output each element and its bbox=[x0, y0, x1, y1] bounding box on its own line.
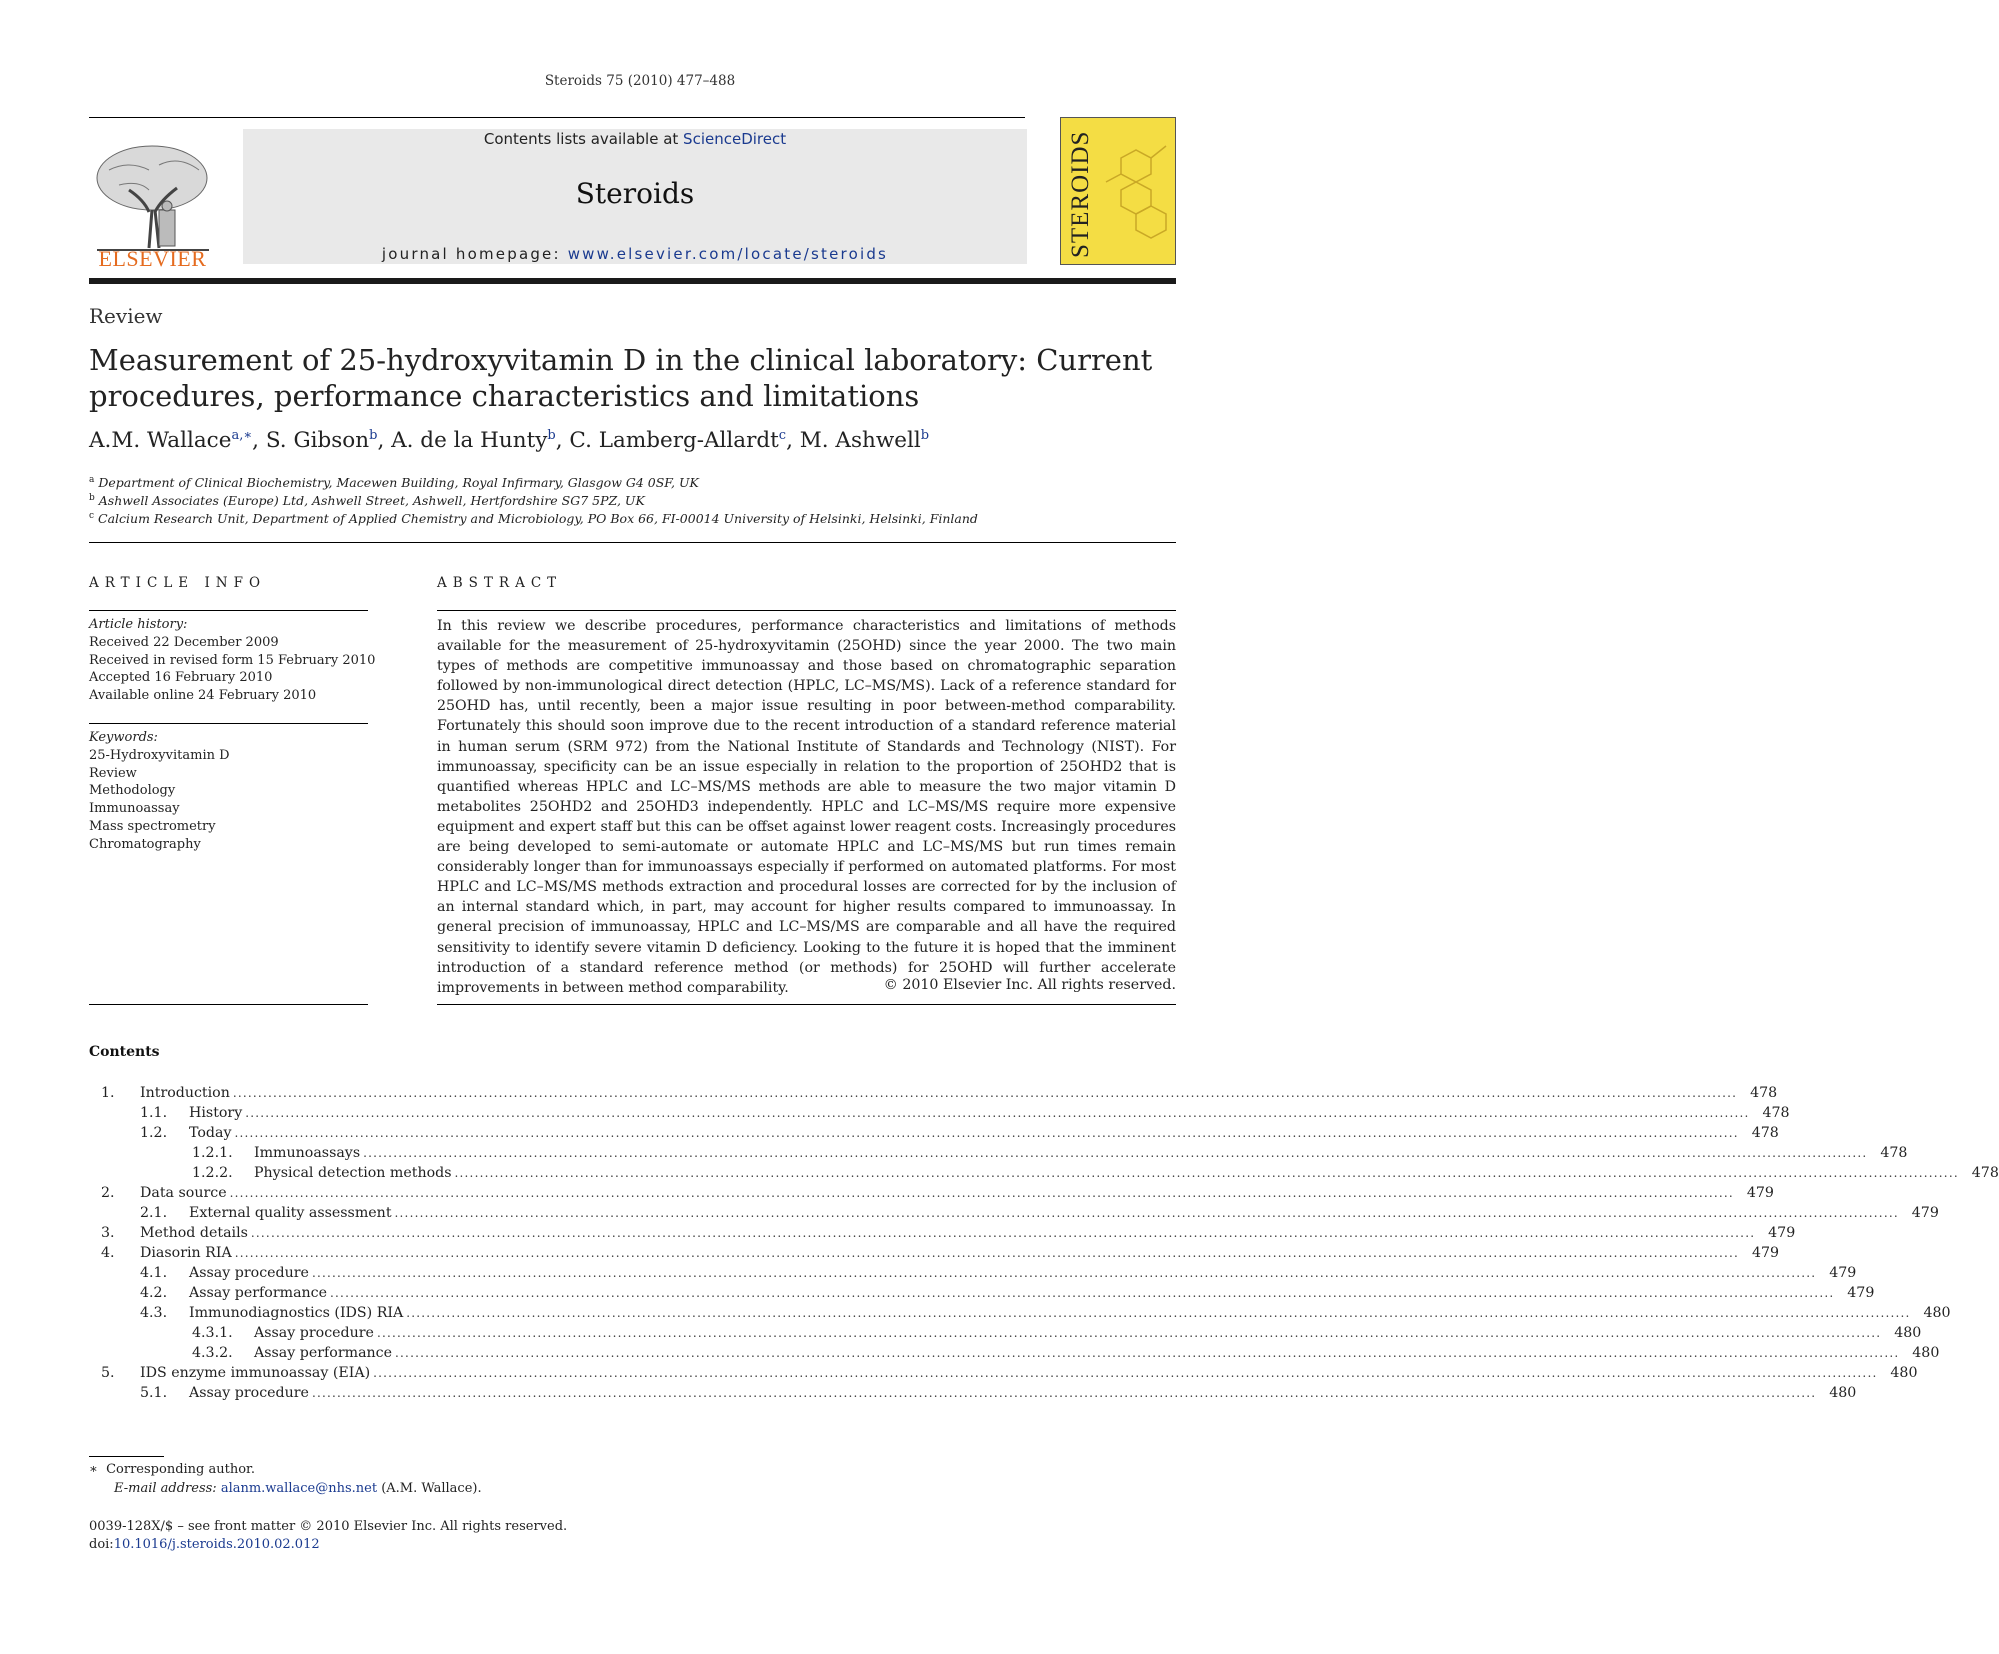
history-item: Available online 24 February 2010 bbox=[89, 688, 317, 704]
article-history bbox=[89, 616, 375, 705]
toc-title[interactable]: Immunodiagnostics (IDS) RIA bbox=[189, 1305, 404, 1321]
toc-leader-dots: ............................................................................................................................................................................................................................................................................................................ bbox=[245, 1106, 1750, 1120]
toc-number: 1. bbox=[101, 1085, 115, 1101]
toc-number: 2.1. bbox=[140, 1205, 168, 1221]
toc-entry[interactable] bbox=[89, 1383, 1857, 1403]
article-info-heading: ARTICLE INFO bbox=[89, 575, 267, 591]
toc-entry[interactable] bbox=[89, 1303, 1951, 1323]
toc-title[interactable]: Assay procedure bbox=[189, 1385, 309, 1401]
homepage-prefix: journal homepage: bbox=[381, 245, 568, 263]
email-link[interactable]: alanm.wallace@nhs.net bbox=[220, 1481, 378, 1496]
keyword-item: Review bbox=[89, 765, 137, 781]
article-title: Measurement of 25-hydroxyvitamin D in the clinical laboratory: Current procedures, performance characteristics and limitations bbox=[89, 343, 1153, 413]
keywords bbox=[89, 729, 230, 854]
toc-page-number: 479 bbox=[1768, 1225, 1796, 1241]
email-note bbox=[114, 1481, 482, 1496]
corresponding-text: Corresponding author. bbox=[106, 1462, 255, 1477]
toc-number: 1.1. bbox=[140, 1105, 168, 1121]
author-name: A.M. Wallace bbox=[89, 428, 232, 454]
keyword-item: 25-Hydroxyvitamin D bbox=[89, 747, 230, 763]
toc-leader-dots: ............................................................................................................................................................................................................................................................................................................ bbox=[394, 1206, 1899, 1220]
toc-number: 3. bbox=[101, 1225, 115, 1241]
keyword-item: Mass spectrometry bbox=[89, 818, 216, 834]
toc-leader-dots: ............................................................................................................................................................................................................................................................................................................ bbox=[376, 1326, 1882, 1340]
toc-entry[interactable] bbox=[89, 1343, 1940, 1363]
toc-title[interactable]: Assay procedure bbox=[254, 1325, 374, 1341]
toc-page-number: 479 bbox=[1847, 1285, 1875, 1301]
toc-page-number: 478 bbox=[1880, 1145, 1908, 1161]
toc-title[interactable]: Method details bbox=[140, 1225, 248, 1241]
toc-page-number: 478 bbox=[1750, 1085, 1778, 1101]
info-rule bbox=[89, 723, 368, 724]
history-item: Received 22 December 2009 bbox=[89, 634, 279, 650]
toc-title[interactable]: Introduction bbox=[140, 1085, 230, 1101]
toc-leader-dots: ............................................................................................................................................................................................................................................................................................................ bbox=[232, 1086, 1738, 1100]
doi-line bbox=[89, 1537, 320, 1552]
toc-title[interactable]: Physical detection methods bbox=[254, 1165, 452, 1181]
toc-page-number: 480 bbox=[1890, 1365, 1918, 1381]
author-name: S. Gibson bbox=[265, 428, 370, 454]
affiliation-marker: b bbox=[89, 493, 95, 503]
abstract-text: In this review we describe procedures, performance characteristics and limitations of methods available for the measurement of 25-hydroxyvitamin (25OHD) since the year 2000. The two main types of methods are competitive immunoassay and those based on chromatographic separation followed by non-immunological direct detection (HPLC, LC–MS/MS). Lack of a reference standard for 25OHD has, until recently, been a major issue resulting in poor between-method comparability. Fortunately this should soon improve due to the recent introduction of a standard reference material in human serum (SRM 972) from the National Institute of Standards and Technology (NIST). For immunoassay, specificity can be an issue especially in relation to the proportion of 25OHD2 that is quantified whereas HPLC and LC–MS/MS methods are able to measure the two major vitamin D metabolites 25OHD2 and 25OHD3 independently. HPLC and LC–MS/MS require more expensive equipment and expert staff but this can be offset against lower reagent costs. Increasingly procedures are being developed to semi-automate or automate HPLC and LC–MS/MS but run times remain considerably longer than for immunoassays especially if performed on automated platforms. For most HPLC and LC–MS/MS methods extraction and procedural losses are corrected for by the inclusion of an internal standard which, in part, may account for higher results compared to immunoassay. In general precision of immunoassay, HPLC and LC–MS/MS are comparable and all have the required sensitivity to identify severe vitamin D deficiency. Looking to the future it is hoped that the imminent introduction of a standard reference method (or methods) for 25OHD will further accelerate improvements in between method comparability. bbox=[437, 618, 1176, 996]
affiliation-text: Calcium Research Unit, Department of Applied Chemistry and Microbiology, PO Box 66, FI-00014 University of Helsinki, Helsinki, Finland bbox=[98, 511, 978, 527]
running-head: Steroids 75 (2010) 477–488 bbox=[544, 73, 736, 89]
toc-entry[interactable] bbox=[89, 1243, 1780, 1263]
author-name: A. de la Hunty bbox=[391, 428, 548, 454]
toc-number: 1.2.2. bbox=[192, 1165, 233, 1181]
journal-cover-image bbox=[1060, 117, 1176, 265]
affiliation bbox=[89, 475, 699, 490]
top-rule bbox=[89, 117, 1025, 118]
toc-leader-dots: ............................................................................................................................................................................................................................................................................................................ bbox=[234, 1246, 1740, 1260]
author-affil-link[interactable]: b bbox=[920, 428, 930, 443]
corresponding-author-note bbox=[89, 1462, 255, 1477]
author-separator: , bbox=[786, 428, 800, 454]
journal-homepage-line bbox=[243, 245, 1027, 263]
toc-number: 2. bbox=[101, 1185, 115, 1201]
author-affil-link[interactable]: c bbox=[778, 428, 787, 443]
keyword-item: Chromatography bbox=[89, 836, 201, 852]
doi-prefix: doi: bbox=[89, 1537, 114, 1552]
toc-title[interactable]: Assay performance bbox=[254, 1345, 393, 1361]
toc-entry[interactable] bbox=[89, 1203, 1939, 1223]
toc-entry[interactable] bbox=[89, 1103, 1790, 1123]
toc-page-number: 479 bbox=[1746, 1185, 1774, 1201]
toc-leader-dots: ............................................................................................................................................................................................................................................................................................................ bbox=[250, 1226, 1756, 1240]
contents-prefix: Contents lists available at bbox=[483, 130, 684, 148]
toc-entry[interactable] bbox=[89, 1283, 1875, 1303]
toc-number: 4. bbox=[101, 1245, 115, 1261]
toc-number: 1.2.1. bbox=[192, 1145, 233, 1161]
toc-page-number: 479 bbox=[1911, 1205, 1939, 1221]
toc-entry[interactable] bbox=[89, 1263, 1857, 1283]
toc-title[interactable]: Diasorin RIA bbox=[140, 1245, 232, 1261]
toc-leader-dots: ............................................................................................................................................................................................................................................................................................................ bbox=[311, 1266, 1817, 1280]
email-suffix: (A.M. Wallace). bbox=[377, 1481, 482, 1496]
toc-number: 4.3.1. bbox=[192, 1325, 233, 1341]
history-label: Article history: bbox=[89, 617, 188, 632]
author-separator: , bbox=[252, 428, 266, 454]
homepage-link[interactable]: www.elsevier.com/locate/steroids bbox=[567, 245, 889, 263]
masthead-rule bbox=[89, 278, 1176, 284]
toc-title[interactable]: Data source bbox=[140, 1185, 227, 1201]
toc-title[interactable]: External quality assessment bbox=[189, 1205, 392, 1221]
cover-title: STEROIDS bbox=[1067, 130, 1094, 258]
toc-title[interactable]: Today bbox=[189, 1125, 232, 1141]
toc-title[interactable]: Assay performance bbox=[189, 1285, 328, 1301]
toc-leader-dots: ............................................................................................................................................................................................................................................................................................................ bbox=[395, 1346, 1900, 1360]
journal-name: Steroids bbox=[575, 177, 695, 210]
author-list bbox=[89, 428, 929, 453]
keyword-item: Immunoassay bbox=[89, 801, 180, 817]
toc-page-number: 478 bbox=[1751, 1125, 1779, 1141]
toc-entry[interactable] bbox=[89, 1223, 1796, 1243]
affiliation-marker: a bbox=[89, 475, 95, 485]
abstract-heading: ABSTRACT bbox=[437, 575, 563, 591]
toc-leader-dots: ............................................................................................................................................................................................................................................................................................................ bbox=[373, 1366, 1878, 1380]
footnote-rule bbox=[89, 1456, 164, 1457]
author-name: C. Lamberg-Allardt bbox=[569, 428, 779, 454]
toc-title[interactable]: Assay procedure bbox=[189, 1265, 309, 1281]
article-type: Review bbox=[89, 304, 163, 328]
toc-number: 4.3.2. bbox=[192, 1345, 233, 1361]
history-item: Received in revised form 15 February 2010 bbox=[89, 652, 376, 668]
author-affil-link[interactable]: b bbox=[369, 428, 378, 443]
keywords-label: Keywords: bbox=[89, 730, 158, 745]
toc-page-number: 479 bbox=[1751, 1245, 1780, 1261]
keyword-item: Methodology bbox=[89, 783, 176, 799]
toc-number: 5. bbox=[101, 1365, 115, 1381]
toc-entry[interactable] bbox=[89, 1123, 1779, 1143]
author-name: M. Ashwell bbox=[799, 428, 921, 454]
affiliation bbox=[89, 493, 645, 508]
toc-entry[interactable] bbox=[89, 1163, 1999, 1183]
affiliation-text: Department of Clinical Biochemistry, Macewen Building, Royal Infirmary, Glasgow G4 0SF, UK bbox=[98, 475, 699, 491]
toc-leader-dots: ............................................................................................................................................................................................................................................................................................................ bbox=[229, 1186, 1734, 1200]
toc-page-number: 478 bbox=[1762, 1105, 1790, 1121]
toc-leader-dots: ............................................................................................................................................................................................................................................................................................................ bbox=[363, 1146, 1868, 1160]
toc-page-number: 478 bbox=[1971, 1165, 1999, 1181]
abstract-rule bbox=[437, 1004, 1176, 1005]
toc-entry[interactable] bbox=[89, 1363, 1918, 1383]
affiliation-text: Ashwell Associates (Europe) Ltd, Ashwell Street, Ashwell, Hertfordshire SG7 5PZ, UK bbox=[98, 493, 645, 509]
affiliation-marker: c bbox=[89, 511, 95, 521]
toc-page-number: 480 bbox=[1894, 1325, 1922, 1341]
toc-number: 5.1. bbox=[140, 1385, 168, 1401]
sciencedirect-link[interactable]: ScienceDirect bbox=[683, 130, 787, 148]
toc-page-number: 479 bbox=[1829, 1265, 1857, 1281]
toc-title[interactable]: History bbox=[189, 1105, 243, 1121]
issn-line: 0039-128X/$ – see front matter © 2010 Elsevier Inc. All rights reserved. bbox=[89, 1519, 568, 1534]
toc-leader-dots: ............................................................................................................................................................................................................................................................................................................ bbox=[330, 1286, 1835, 1300]
contents-heading: Contents bbox=[89, 1044, 160, 1060]
abstract-rule bbox=[437, 610, 1176, 611]
author-separator: , bbox=[555, 428, 570, 454]
toc-title[interactable]: IDS enzyme immunoassay (EIA) bbox=[140, 1365, 371, 1381]
affiliation bbox=[89, 511, 978, 526]
toc-number: 1.2. bbox=[140, 1125, 168, 1141]
toc-number: 4.2. bbox=[140, 1285, 168, 1301]
toc-page-number: 480 bbox=[1912, 1345, 1940, 1361]
toc-entry[interactable] bbox=[89, 1323, 1922, 1343]
contents-available-line bbox=[243, 130, 1027, 148]
author-affil-link[interactable]: b bbox=[547, 428, 556, 443]
history-item: Accepted 16 February 2010 bbox=[89, 670, 273, 686]
doi-link[interactable]: 10.1016/j.steroids.2010.02.012 bbox=[113, 1537, 320, 1552]
section-rule bbox=[89, 542, 1176, 543]
toc-title[interactable]: Immunoassays bbox=[254, 1145, 361, 1161]
toc-page-number: 480 bbox=[1923, 1305, 1951, 1321]
toc-entry[interactable] bbox=[89, 1143, 1908, 1163]
toc-leader-dots: ............................................................................................................................................................................................................................................................................................................ bbox=[454, 1166, 1959, 1180]
email-label: E-mail address: bbox=[114, 1481, 221, 1496]
toc-leader-dots: ............................................................................................................................................................................................................................................................................................................ bbox=[406, 1306, 1911, 1320]
toc-page-number: 480 bbox=[1829, 1385, 1857, 1401]
toc-leader-dots: ............................................................................................................................................................................................................................................................................................................ bbox=[311, 1386, 1817, 1400]
info-rule bbox=[89, 610, 368, 611]
abstract-copyright: © 2010 Elsevier Inc. All rights reserved. bbox=[883, 977, 1176, 993]
toc-leader-dots: ............................................................................................................................................................................................................................................................................................................ bbox=[234, 1126, 1739, 1140]
author-affil-link[interactable]: a,∗ bbox=[231, 428, 253, 443]
elsevier-wordmark: ELSEVIER bbox=[98, 246, 207, 271]
toc-number: 4.3. bbox=[140, 1305, 168, 1321]
author-separator: , bbox=[377, 428, 392, 454]
toc-number: 4.1. bbox=[140, 1265, 168, 1281]
toc-entry[interactable] bbox=[89, 1083, 1778, 1103]
toc-entry[interactable] bbox=[89, 1183, 1774, 1203]
footnote-symbol: ∗ bbox=[89, 1462, 98, 1477]
info-rule bbox=[89, 1004, 368, 1005]
table-of-contents bbox=[89, 1083, 1999, 1403]
